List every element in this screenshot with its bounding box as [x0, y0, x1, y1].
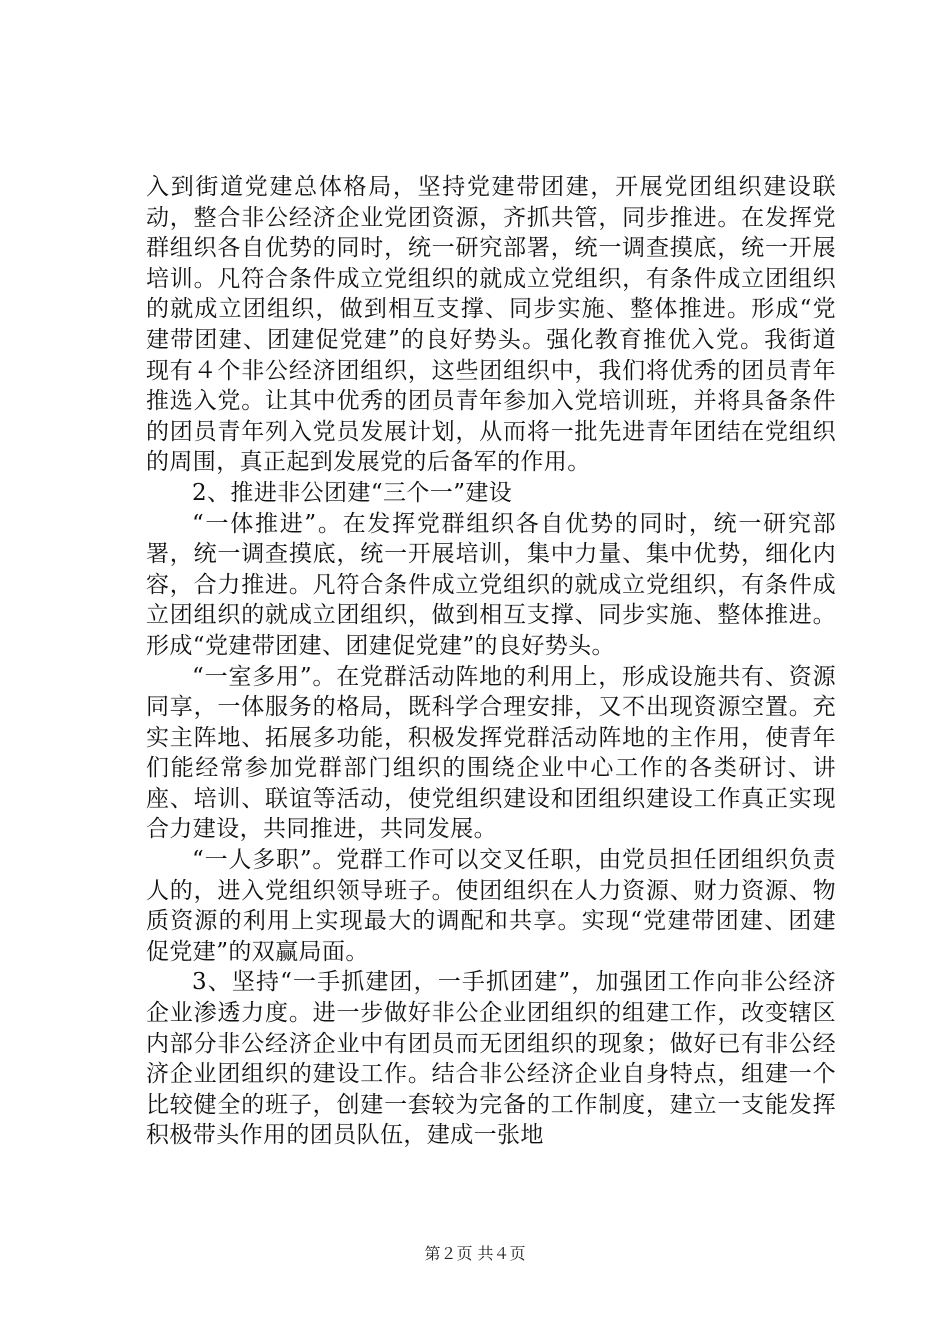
section-paragraph-3: 3、坚持“一手抓建团，一手抓团建”，加强团工作向非公经济企业渗透力度。进一步做好非公企业团组织的组建工作，改变辖区内部分非公经济企业中有团员而无团组织的现象；做好已有非公经济企业团组织的建设工作。结合非公经济企业自身特点，组建一个比较健全的班子，创建一套较为完备的工作制度，建立一支能发挥积极带头作用的团员队伍，建成一张地 [146, 969, 836, 1149]
document-body [146, 172, 836, 1151]
page-footer: 第２页 共４页 [424, 1244, 526, 1263]
paragraph-continuation: 入到街道党建总体格局，坚持党建带团建，开展党团组织建设联动，整合非公经济企业党团资源，齐抓共管，同步推进。在发挥党群组织各自优势的同时，统一研究部署，统一调查摸底，统一开展培训。凡符合条件成立党组织的就成立党组织，有条件成立团组织的就成立团组织，做到相互支撑、同步实施、整体推进。形成“党建带团建、团建促党建”的良好势头。强化教育推优入党。我街道现有４个非公经济团组织，这些团组织中，我们将优秀的团员青年推选入党。让其中优秀的团员青年参加入党培训班，并将具备条件的团员青年列入党员发展计划，从而将一批先进青年团结在党组织的周围，真正起到发展党的后备军的作用。 [146, 174, 836, 476]
paragraph-multi-use-room: “一室多用”。在党群活动阵地的利用上，形成设施共有、资源同享，一体服务的格局，既科学合理安排，又不出现资源空置。充实主阵地、拓展多功能，积极发挥党群活动阵地的主作用，使青年们能经常参加党群部门组织的围绕企业中心工作的各类研讨、讲座、培训、联谊等活动，使党组织建设和团组织建设工作真正实现合力建设，共同推进，共同发展。 [146, 663, 836, 843]
paragraph-multi-role: “一人多职”。党群工作可以交叉任职，由党员担任团组织负责人的，进入党组织领导班子。使团组织在人力资源、财力资源、物质资源的利用上实现最大的调配和共享。实现“党建带团建、团建促党建”的双赢局面。 [146, 847, 836, 965]
paragraph-integrated-advance: “一体推进”。在发挥党群组织各自优势的同时，统一研究部署，统一调查摸底，统一开展培训，集中力量、集中优势，细化内容，合力推进。凡符合条件成立党组织的就成立党组织，有条件成立团组织的就成立团组织，做到相互支撑、同步实施、整体推进。形成“党建带团建、团建促党建”的良好势头。 [146, 510, 836, 659]
section-heading-2: 2、推进非公团建“三个一”建设 [192, 479, 513, 506]
